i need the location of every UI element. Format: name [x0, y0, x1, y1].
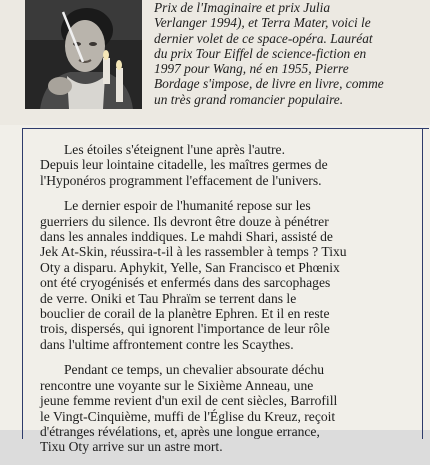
blurb-line: d'étranges révélations, et, après une longue errance, — [40, 423, 320, 439]
blurb-line: rencontre une voyante sur le Sixième Anneau, une — [40, 377, 314, 393]
blurb-line: l'Hyponéros programment l'effacement de l'univers. — [40, 172, 322, 188]
blurb-line: dans l'ultime affrontement contre les Scaythes. — [40, 336, 294, 352]
author-portrait-image — [25, 0, 142, 109]
blurb-paragraph — [40, 362, 415, 454]
blurb-line: Pendant ce temps, un chevalier absourate déchu — [64, 362, 325, 378]
blurb-line: ont été cryogénisés et enfermés dans des sarcophages — [40, 275, 331, 291]
bio-line: Prix de l'Imaginaire et prix Julia — [154, 0, 331, 15]
blurb-line: jeune femme revient d'un exil de cent siècles, Barrofill — [40, 393, 338, 409]
blurb-line: Depuis leur lointaine citadelle, les maîtres germes de — [40, 157, 328, 173]
bio-line: un très grand romancier populaire. — [154, 91, 344, 107]
blurb-line: bouclier de corail de la planètre Ephren. Et il en reste — [40, 306, 330, 322]
bio-line: dernier volet de ce space-opéra. Lauréat — [154, 30, 373, 46]
blurb-line: de verre. Oniki et Tau Phraïm se terrent dans le — [40, 290, 297, 306]
author-photo — [25, 0, 142, 109]
blurb-line: Les étoiles s'éteignent l'une après l'autre. — [64, 142, 285, 157]
blurb-line: le Vingt-Cinquième, muffi de l'Église du Kreuz, reçoit — [40, 408, 336, 424]
bio-line: Bordage s'impose, de livre en livre, comme — [154, 76, 384, 92]
blurb-line: Oty a disparu. Aphykit, Yelle, San Francisco et Phœnix — [40, 259, 340, 275]
blurb-line: Jek At-Skin, réussira-t-il à les rassembler à temps ? Tixu — [40, 244, 347, 260]
book-blurb — [40, 142, 415, 465]
bio-line: du prix Tour Eiffel de science-fiction en — [154, 45, 367, 61]
blurb-line: trois, dispersés, qui ignorent l'importance de leur rôle — [40, 321, 330, 337]
bio-line: 1997 pour Wang, né en 1955, Pierre — [154, 61, 349, 77]
blurb-line: dans les annales inddiques. Le mahdi Shari, assisté de — [40, 229, 333, 245]
bio-line: Verlanger 1994), et Terra Mater, voici le — [154, 15, 371, 31]
blurb-line: Le dernier espoir de l'humanité repose sur les — [64, 198, 311, 214]
blurb-paragraph — [40, 198, 415, 352]
author-bio — [154, 0, 422, 107]
blurb-paragraph — [40, 142, 415, 188]
blurb-line: Tixu Oty arrive sur un astre mort. — [40, 439, 223, 455]
blurb-line: guerriers du silence. Ils devront être douze à pénétrer — [40, 213, 329, 229]
